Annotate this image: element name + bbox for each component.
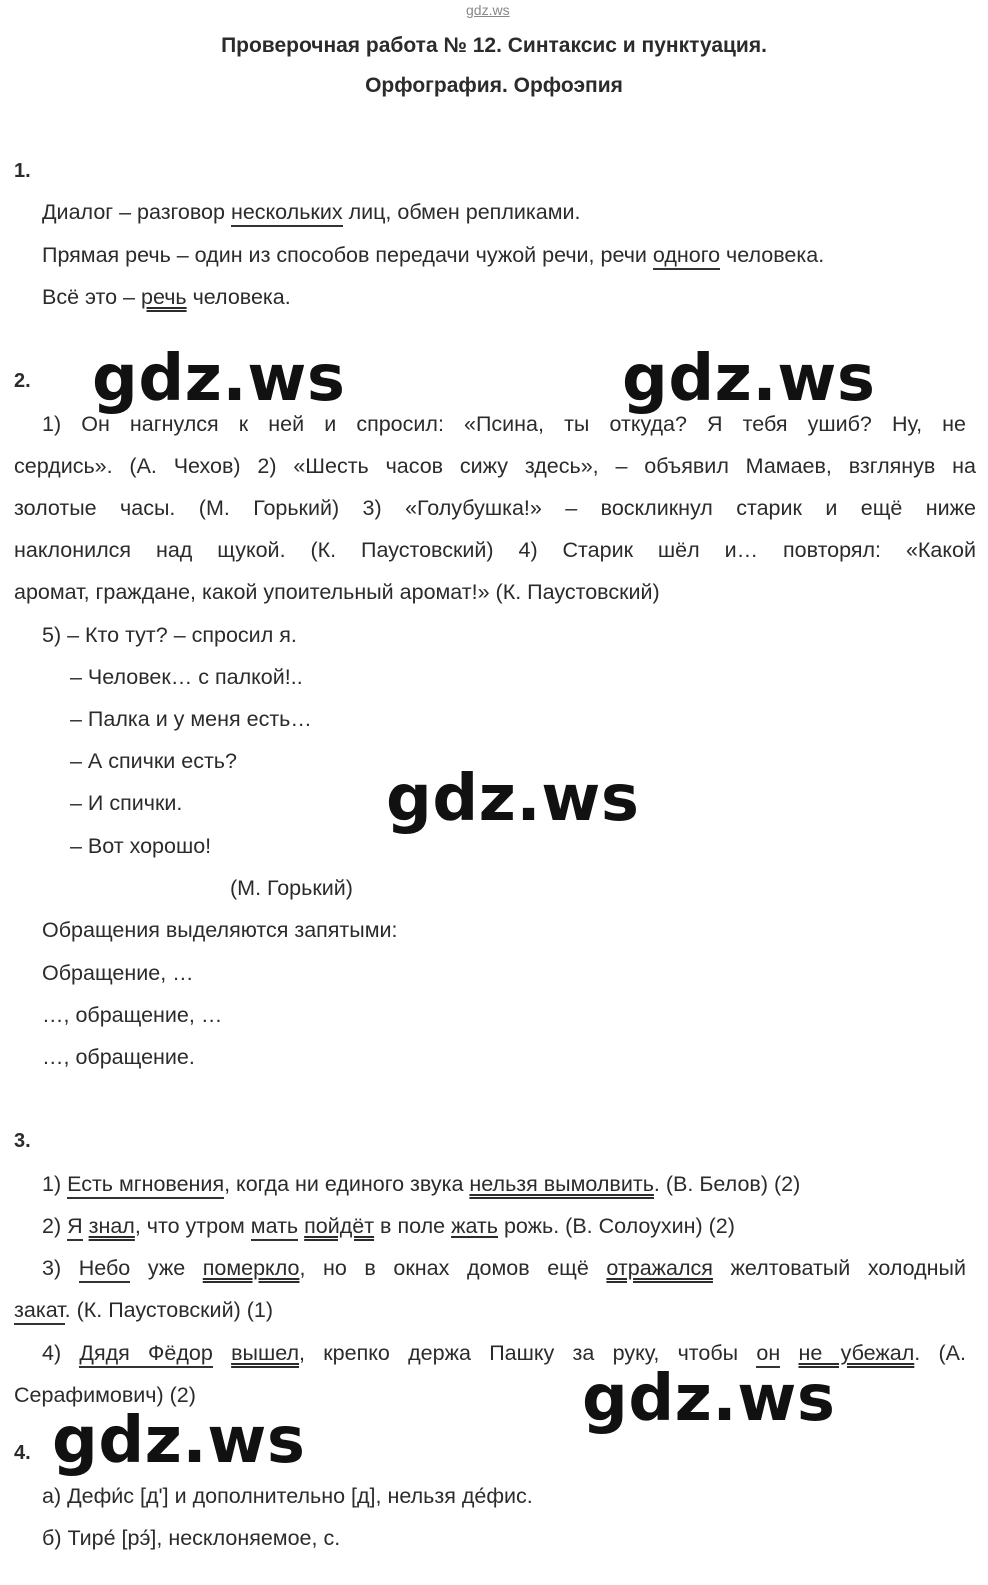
- dialogue-line: 5) – Кто тут? – спросил я.: [42, 623, 297, 647]
- dialogue-line: – Палка и у меня есть…: [70, 707, 312, 731]
- answer-2-paragraph-line: сердись». (А. Чехов) 2) «Шесть часов сижу здесь», – объявил Мамаев, взглянув на: [14, 454, 976, 478]
- answer-2-paragraph-line: аромат, граждане, какой упоительный аромат!» (К. Паустовский): [14, 580, 660, 604]
- sentence-1: 1) Есть мгновения, когда ни единого звука нельзя вымолвить. (В. Белов) (2): [42, 1172, 800, 1197]
- site-mark: gdz.ws: [466, 2, 510, 18]
- task-number-4: 4.: [14, 1442, 31, 1464]
- watermark: gdz.ws: [52, 1404, 306, 1478]
- watermark: gdz.ws: [582, 1362, 836, 1436]
- answer-2-paragraph-line: наклонился над щукой. (К. Паустовский) 4) Старик шёл и… повторял: «Какой: [14, 538, 976, 562]
- answer-1-line-1: Диалог – разговор нескольких лиц, обмен репликами.: [42, 200, 580, 225]
- rule-line: …, обращение, …: [42, 1003, 223, 1027]
- dialogue-author: (М. Горький): [230, 876, 353, 900]
- watermark: gdz.ws: [622, 342, 876, 416]
- dialogue-line: – И спички.: [70, 791, 183, 815]
- watermark: gdz.ws: [92, 342, 346, 416]
- answer-2-paragraph-line: золотые часы. (М. Горький) 3) «Голубушка!» – воскликнул старик и ещё ниже: [14, 496, 976, 520]
- watermark: gdz.ws: [386, 762, 640, 836]
- page-title: Проверочная работа № 12. Синтаксис и пунктуация.: [221, 34, 767, 57]
- sentence-4-cont: Серафимович) (2): [14, 1383, 196, 1407]
- page-subtitle: Орфография. Орфоэпия: [365, 74, 623, 97]
- answer-4-line-1: а) Дефи́с [д'] и дополнительно [д], нельзя де́фис.: [42, 1484, 533, 1508]
- sentence-3-cont: закат. (К. Паустовский) (1): [14, 1298, 273, 1323]
- answer-1-line-2: Прямая речь – один из способов передачи чужой речи, речи одного человека.: [42, 243, 824, 268]
- rule-line: Обращение, …: [42, 961, 194, 985]
- dialogue-line: – А спички есть?: [70, 749, 237, 773]
- answer-1-line-3: Всё это – речь человека.: [42, 285, 291, 309]
- task-number-2: 2.: [14, 370, 31, 392]
- task-number-1: 1.: [14, 160, 31, 182]
- sentence-3: 3) Небо уже померкло, но в окнах домов ещё отражался желтоватый холодный: [42, 1256, 966, 1281]
- dialogue-line: – Вот хорошо!: [70, 834, 212, 858]
- answer-4-line-2: б) Тире́ [рэ́], несклоняемое, с.: [42, 1526, 341, 1550]
- sentence-4: 4) Дядя Фёдор вышел, крепко держа Пашку за руку, чтобы он не убежал. (А.: [42, 1341, 966, 1366]
- rule-line: …, обращение.: [42, 1045, 195, 1069]
- answer-2-paragraph-line: 1) Он нагнулся к ней и спросил: «Псина, ты откуда? Я тебя ушиб? Ну, не: [42, 412, 966, 436]
- dialogue-line: – Человек… с палкой!..: [70, 665, 303, 689]
- rule-line: Обращения выделяются запятыми:: [42, 918, 398, 942]
- task-number-3: 3.: [14, 1130, 31, 1152]
- sentence-2: 2) Я знал, что утром мать пойдёт в поле жать рожь. (В. Солоухин) (2): [42, 1214, 735, 1239]
